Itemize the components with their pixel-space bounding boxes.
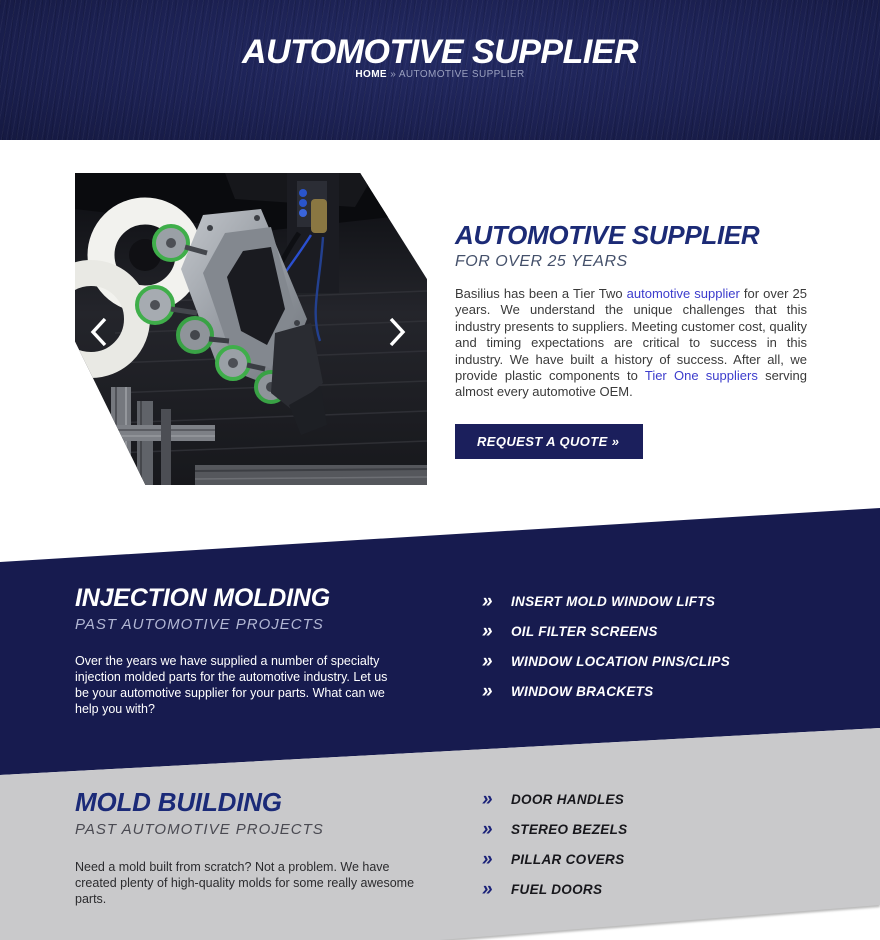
list-item <box>482 874 627 904</box>
intro-section <box>455 220 807 459</box>
list-item-label: WINDOW LOCATION PINS/CLIPS <box>511 653 731 669</box>
list-item-label: PILLAR COVERS <box>511 851 625 867</box>
hero-photo-illustration <box>75 173 427 485</box>
list-item <box>482 814 627 844</box>
list-item <box>482 586 730 616</box>
double-chevron-icon: » <box>482 818 491 840</box>
carousel-prev-button[interactable] <box>83 315 117 349</box>
list-item-label: WINDOW BRACKETS <box>511 683 654 699</box>
page-title: AUTOMOTIVE SUPPLIER <box>241 33 639 71</box>
intro-heading: AUTOMOTIVE SUPPLIER <box>455 220 760 250</box>
list-item-label: OIL FILTER SCREENS <box>511 623 658 639</box>
mold-building-list <box>482 784 627 904</box>
mold-building-header <box>75 787 324 838</box>
intro-subheading: FOR OVER 25 YEARS <box>455 253 628 270</box>
list-item-label: INSERT MOLD WINDOW LIFTS <box>511 593 716 609</box>
list-item <box>482 616 730 646</box>
mold-building-heading: MOLD BUILDING <box>75 787 282 817</box>
intro-text-3: serving almost every automotive OEM. <box>455 368 807 400</box>
list-item <box>482 784 627 814</box>
page-header <box>0 0 880 140</box>
double-chevron-icon: » <box>482 680 491 702</box>
list-item <box>482 646 730 676</box>
tier-one-suppliers-link[interactable]: Tier One suppliers <box>644 368 758 384</box>
list-item-label: DOOR HANDLES <box>511 791 625 807</box>
image-carousel <box>75 173 427 485</box>
carousel-next-button[interactable] <box>379 315 413 349</box>
list-item-label: STEREO BEZELS <box>511 821 628 837</box>
intro-text-2: for over 25 years. We understand the unique challenges that this industry presents to suppliers. Meeting customer cost, quality and timing expectations are critical to success in this industry. We have built a history of success. After all, we provide plastic components to <box>455 286 807 384</box>
breadcrumb-current: AUTOMOTIVE SUPPLIER <box>398 69 525 80</box>
intro-text-1: Basilius has been a Tier Two <box>455 286 627 301</box>
injection-molding-paragraph: Over the years we have supplied a number of specialty injection molded parts for the automotive industry. Let us be your automotive supplier for your parts. What can we help you with? <box>75 653 388 717</box>
automotive-supplier-link[interactable]: automotive supplier <box>626 286 740 301</box>
mold-building-paragraph: Need a mold built from scratch? Not a problem. We have created plenty of high-quality molds for some really awesome parts. <box>75 859 415 906</box>
double-chevron-icon: » <box>482 620 491 642</box>
list-item <box>482 844 627 874</box>
injection-molding-heading: INJECTION MOLDING <box>75 584 330 612</box>
request-quote-button[interactable]: REQUEST A QUOTE » <box>455 424 643 459</box>
double-chevron-icon: » <box>482 788 491 810</box>
intro-paragraph <box>455 286 807 401</box>
right-chevron-icon <box>379 315 413 349</box>
injection-molding-header <box>75 584 330 633</box>
injection-molding-subheading: PAST AUTOMOTIVE PROJECTS <box>75 616 324 633</box>
breadcrumb-home-link[interactable]: HOME <box>355 69 388 80</box>
list-item <box>482 676 730 706</box>
list-item-label: FUEL DOORS <box>511 881 603 897</box>
double-chevron-icon: » <box>482 878 491 900</box>
double-chevron-icon: » <box>482 650 491 672</box>
double-chevron-icon: » <box>482 848 491 870</box>
breadcrumb-separator: » <box>390 69 397 80</box>
left-chevron-icon <box>83 315 117 349</box>
hero-photo <box>75 173 427 485</box>
injection-molding-list <box>482 586 730 706</box>
double-chevron-icon: » <box>482 590 491 612</box>
mold-building-subheading: PAST AUTOMOTIVE PROJECTS <box>75 821 324 838</box>
breadcrumb <box>0 69 880 80</box>
